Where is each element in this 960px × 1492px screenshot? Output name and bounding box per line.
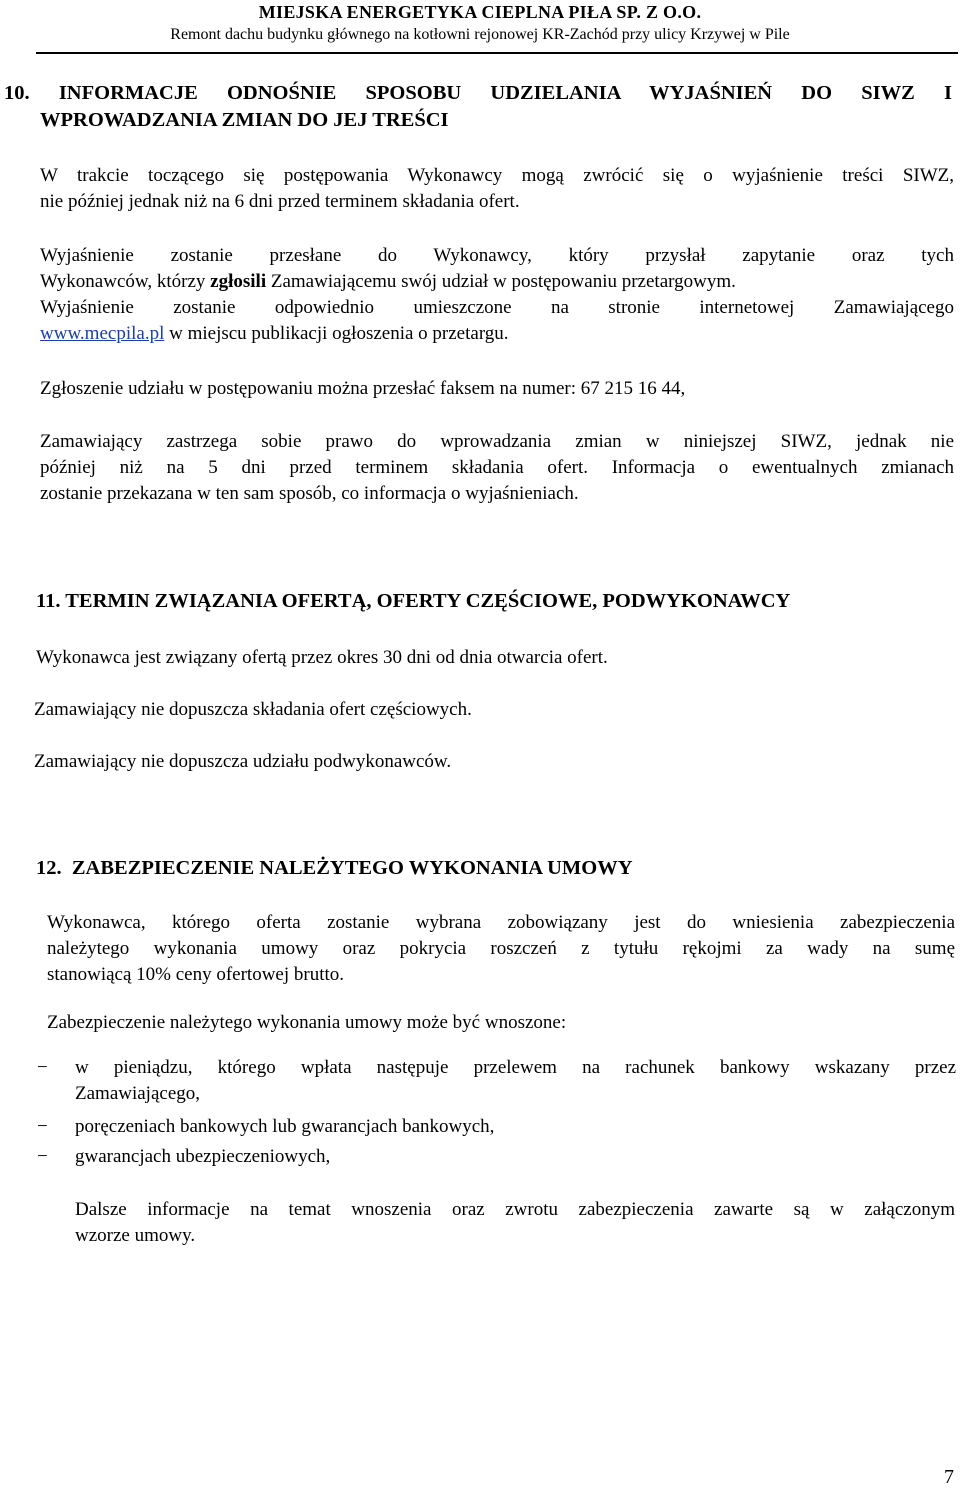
text-fragment: Wykonawców, którzy [40, 271, 211, 292]
section-11-paragraph-1: Wykonawca jest związany ofertą przez okres 30 dni od dnia otwarcia ofert. [36, 647, 608, 668]
section-11-paragraph-2: Zamawiający nie dopuszcza składania ofert częściowych. [34, 699, 472, 720]
section-11-title: 11. TERMIN ZWIĄZANIA OFERTĄ, OFERTY CZĘŚCIOWE, PODWYKONAWCY [36, 590, 791, 612]
list-dash: − [37, 1146, 48, 1167]
section-10-paragraph-4 [40, 429, 954, 507]
website-link[interactable]: www.mecpila.pl [40, 323, 165, 344]
list-dash: − [37, 1116, 48, 1137]
section-12-paragraph-3 [75, 1197, 955, 1249]
section-12-paragraph-2: Zabezpieczenie należytego wykonania umowy może być wnoszone: [47, 1012, 567, 1033]
page-number: 7 [944, 1466, 954, 1488]
paragraph-line: Zamawiający zastrzega sobie prawo do wprowadzania zmian w niniejszej SIWZ, jednak nie [40, 431, 954, 452]
section-10-title-line2: WPROWADZANIA ZMIAN DO JEJ TREŚCI [40, 109, 449, 131]
paragraph-line: W trakcie toczącego się postępowania Wykonawcy mogą zwrócić się o wyjaśnienie treści SIWZ, [40, 165, 954, 186]
text-fragment: Zamawiającemu swój udział w postępowaniu przetargowym. [266, 271, 736, 292]
paragraph-line: stanowiącą 10% ceny ofertowej brutto. [47, 964, 345, 985]
paragraph-line: nie później jednak niż na 6 dni przed terminem składania ofert. [40, 191, 520, 212]
section-12-paragraph-1 [47, 910, 955, 988]
section-12-title: 12. ZABEZPIECZENIE NALEŻYTEGO WYKONANIA UMOWY [36, 857, 633, 879]
paragraph-line: Dalsze informacje na temat wnoszenia oraz zwrotu zabezpieczenia zawarte są w załączonym [75, 1199, 955, 1220]
header-company: MIEJSKA ENERGETYKA CIEPLNA PIŁA SP. Z O.O. [258, 2, 702, 22]
header-divider [36, 52, 958, 54]
bold-text: zgłosili [210, 271, 267, 292]
paragraph-line: Wyjaśnienie zostanie odpowiednio umieszczone na stronie internetowej Zamawiającego [40, 297, 954, 318]
paragraph-line [40, 269, 954, 295]
section-10-title-line1: 10. INFORMACJE ODNOŚNIE SPOSOBU UDZIELANIA WYJAŚNIEŃ DO SIWZ I [4, 82, 952, 104]
paragraph-line: zostanie przekazana w ten sam sposób, co informacja o wyjaśnieniach. [40, 483, 579, 504]
list-item-text: gwarancjach ubezpieczeniowych, [75, 1146, 331, 1167]
section-12-bullet-list [0, 1055, 956, 1174]
list-item-text: Zamawiającego, [75, 1083, 201, 1104]
list-item [0, 1055, 956, 1107]
list-item [0, 1114, 956, 1144]
list-item-text: poręczeniach bankowych lub gwarancjach bankowych, [75, 1116, 495, 1137]
header-project: Remont dachu budynku głównego na kotłowni rejonowej KR-Zachód przy ulicy Krzywej w Pile [170, 26, 790, 43]
paragraph-line: wzorze umowy. [75, 1225, 196, 1246]
section-10-paragraph-3: Zgłoszenie udziału w postępowaniu można przesłać faksem na numer: 67 215 16 44, [40, 378, 686, 399]
section-10-paragraph-2 [40, 243, 954, 347]
paragraph-line: Wykonawca, którego oferta zostanie wybrana zobowiązany jest do wniesienia zabezpieczenia [47, 912, 955, 933]
list-item-text: w pieniądzu, którego wpłata następuje przelewem na rachunek bankowy wskazany przez [75, 1057, 956, 1078]
section-10-paragraph-1 [40, 163, 954, 215]
paragraph-line: Wyjaśnienie zostanie przesłane do Wykonawcy, który przysłał zapytanie oraz tych [40, 245, 954, 266]
list-dash: − [37, 1057, 48, 1078]
section-11-paragraph-3: Zamawiający nie dopuszcza udziału podwykonawców. [34, 751, 452, 772]
paragraph-line: należytego wykonania umowy oraz pokrycia roszczeń z tytułu rękojmi za wady na sumę [47, 938, 955, 959]
list-item [0, 1144, 956, 1174]
paragraph-line [40, 321, 954, 347]
paragraph-line: później niż na 5 dni przed terminem składania ofert. Informacja o ewentualnych zmianach [40, 457, 954, 478]
text-fragment: w miejscu publikacji ogłoszenia o przetargu. [164, 323, 509, 344]
